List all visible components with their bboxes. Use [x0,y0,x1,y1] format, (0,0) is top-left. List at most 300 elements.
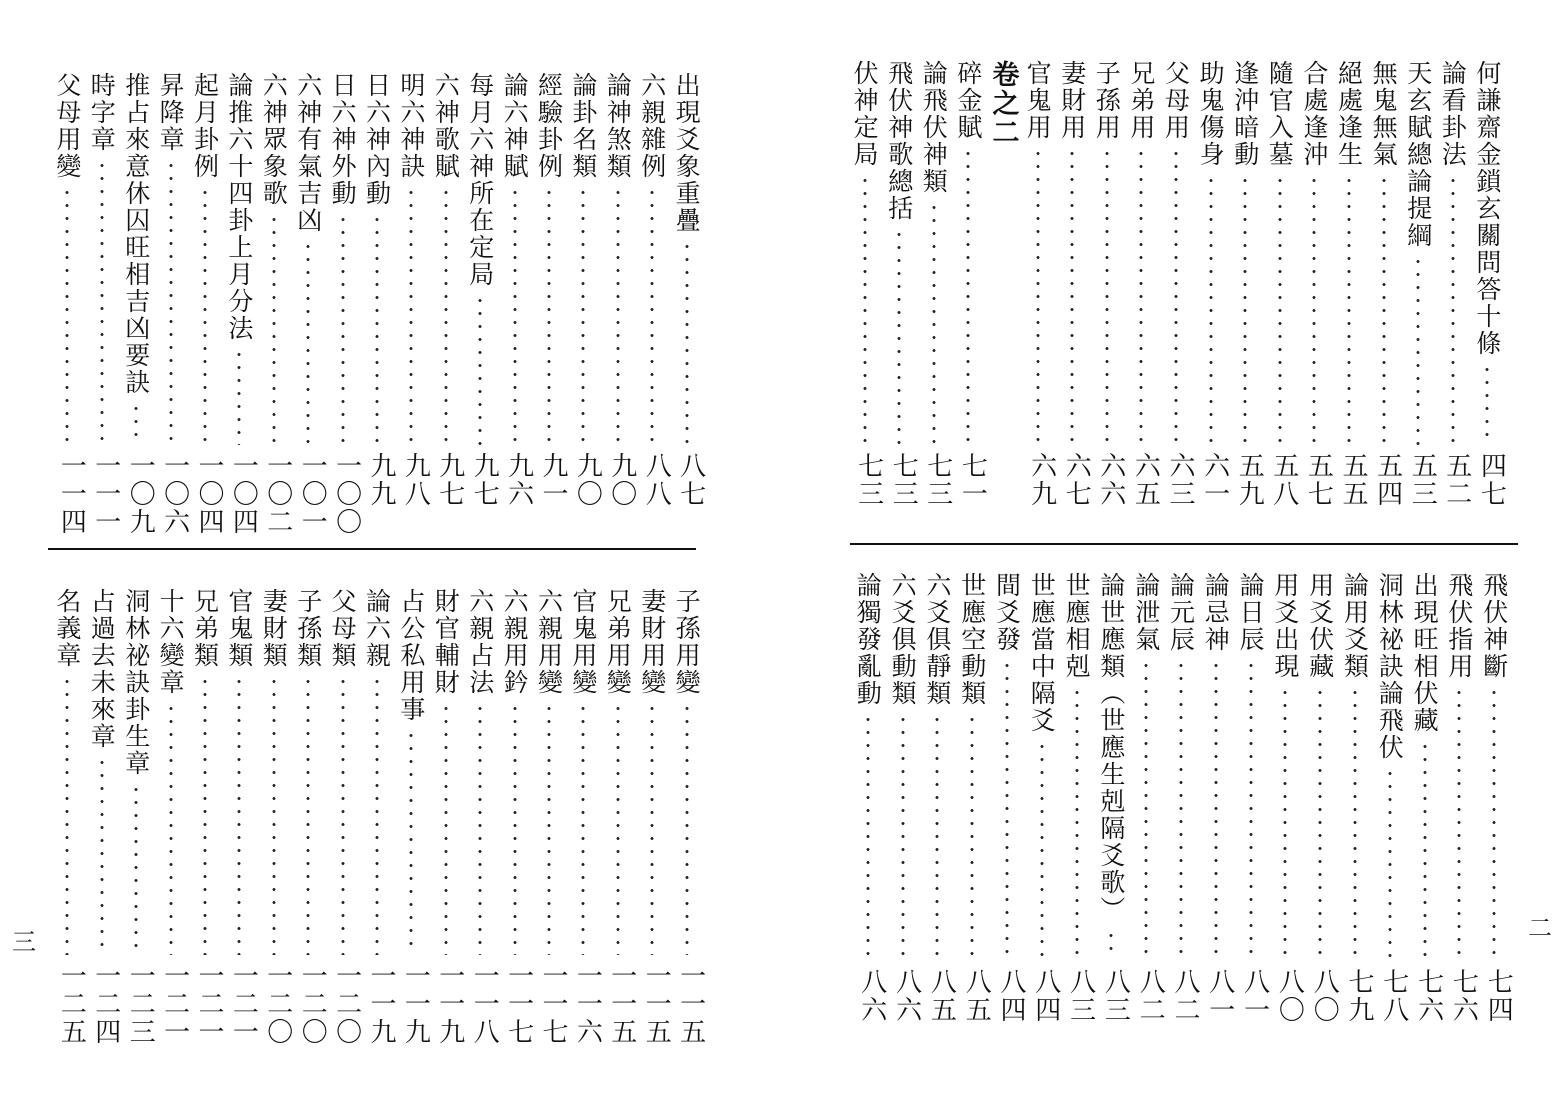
toc-entry-title: 父母用變 [52,72,82,180]
toc-entry [154,588,188,955]
toc-entry-title: 明六神訣 [396,72,426,180]
toc-entry [257,72,291,445]
toc-entry-title: 六親用鈐 [500,588,530,696]
dot-leader [100,159,104,445]
dot-leader [169,159,173,445]
toc-entry [429,72,463,445]
toc-entry-title: 絕處逢生 [1334,60,1364,168]
toc-entry-title: 子孫類 [293,588,323,669]
toc-entry-title: 合處逢沖 [1299,60,1329,168]
toc-entry-title: 占過去未來章 [87,588,117,750]
dot-leader [866,713,870,960]
dot-leader [1075,686,1079,960]
toc-entry-title: 六神眾象歌 [259,72,289,207]
dot-leader [1005,659,1009,960]
toc-entry-page: 一二一 [228,962,259,1046]
toc-entry-page: 一二五 [56,962,87,1046]
dot-leader [616,702,620,955]
dot-leader [1109,929,1113,960]
dot-leader [1283,686,1287,960]
toc-entry [635,72,669,445]
toc-entry-title: 出現爻象重疊 [672,72,702,234]
toc-entry-title: 六親雜例 [637,72,667,180]
toc-entry [85,588,119,955]
dot-leader [935,713,939,960]
toc-entry-title: 論忌神 [1201,572,1231,653]
dot-leader [650,702,654,955]
dot-leader [478,294,482,445]
toc-entry-page: 一〇二 [262,452,293,536]
toc-entry [188,72,222,445]
toc-entry-page: 七一 [957,452,988,508]
dot-leader [1492,686,1496,960]
toc-entry-title: 論神煞類 [603,72,633,180]
toc-entry [1129,572,1163,960]
toc-entry [1159,60,1193,445]
toc-entry-title: 官鬼用變 [568,588,598,696]
toc-entry-title: 每月六神所在定局 [465,72,495,288]
toc-entry-title: 論推六十四卦上月分法 [224,72,254,342]
dot-leader [272,213,276,445]
toc-entry-title: 隨官入墓 [1265,60,1295,168]
dot-leader [375,675,379,955]
dot-leader [306,240,310,445]
toc-entry-page: 一〇六 [159,452,190,536]
toc-entry-title: 兄弟類 [190,588,220,669]
toc-entry-title: 論獨發亂動 [853,572,883,707]
dot-leader [901,713,905,960]
toc-entry-page: 八四 [996,968,1026,1024]
toc-entry-title: 兄弟用變 [603,588,633,696]
toc-entry-page: 九七 [434,452,465,508]
toc-entry-page: 八五 [961,968,992,1024]
dot-leader [237,675,241,955]
toc-entry-page: 一一六 [572,962,603,1046]
toc-entry [1367,60,1401,445]
toc-entry [119,588,153,955]
toc-entry-page: 九〇 [572,452,603,508]
toc-entry [498,588,532,955]
toc-entry-page: 八四 [1030,968,1061,1024]
dot-leader [1278,174,1282,445]
toc-entry [1268,572,1302,960]
toc-entry-page: 七九 [1344,968,1374,1024]
toc-entry-title: 飛伏神歌總括 [884,60,914,222]
toc-entry-page: 一一五 [675,962,706,1046]
toc-entry-title: 無鬼無氣 [1369,60,1399,168]
dot-leader [134,783,138,955]
dot-leader [341,213,345,445]
dot-leader [897,228,901,445]
toc-entry-page: 一二一 [159,962,190,1046]
toc-entry-title: 妻財類 [259,588,289,669]
toc-entry [291,588,325,955]
toc-entry-page: 八八 [641,452,672,508]
volume-heading: 卷之二 [987,60,1019,147]
toc-entry [1021,60,1055,445]
toc-entry [851,572,885,960]
toc-entry-title: 洞林祕訣卦生章 [121,588,151,777]
toc-entry [566,72,600,445]
toc-entry-title: 六親占法 [465,588,495,696]
toc-entry [326,72,360,445]
toc-entry-title: 論飛伏神類 [919,60,949,195]
toc-entry-page: 一〇四 [228,452,259,536]
toc-entry-page: 一二〇 [262,962,293,1046]
toc-entry-page: 九八 [400,452,431,508]
toc-entry [1436,60,1470,445]
toc-entry-page: 五八 [1268,452,1299,508]
dot-leader [650,186,654,445]
toc-entry-page: 八三 [1100,968,1131,1024]
toc-entry [326,588,360,955]
toc-entry [291,72,325,445]
dot-leader [272,675,276,955]
toc-entry [1234,572,1268,960]
toc-entry-title: 論泄氣 [1131,572,1161,653]
toc-entry-title: 兄弟用 [1126,60,1156,141]
toc-entry [601,588,635,955]
toc-entry [360,588,394,955]
toc-entry-page: 一二〇 [297,962,328,1046]
section-divider [850,543,1518,545]
toc-entry [257,588,291,955]
toc-entry-title: 官鬼用 [1023,60,1053,141]
toc-entry [882,60,916,445]
toc-entry-title: 飛伏指用 [1444,572,1474,680]
toc-entry-page: 一〇〇 [331,452,362,536]
dot-leader [65,186,69,445]
toc-entry-page: 八〇 [1309,968,1340,1024]
toc-entry-page: 七三 [922,452,953,508]
dot-leader [1382,174,1386,445]
toc-entry-page: 一一七 [538,962,568,1046]
toc-entry [1442,572,1476,960]
section-divider [48,548,696,550]
toc-entry-title: 財官輔財 [431,588,461,696]
toc-entry-title: 十六變章 [156,588,186,696]
dot-leader [966,147,970,445]
dot-leader [1070,147,1074,445]
toc-entry [1408,572,1442,960]
dot-leader [409,186,413,445]
toc-entry-page: 六六 [1095,452,1126,508]
toc-entry [1263,60,1297,445]
toc-entry-title: 子孫用 [1092,60,1122,141]
right-page [800,0,1568,1099]
toc-entry [886,572,920,960]
toc-entry-page: 七四 [1483,968,1514,1024]
toc-entry [670,72,704,445]
toc-entry [635,588,669,955]
dot-leader [1209,174,1213,445]
toc-entry [429,588,463,955]
dot-leader [685,240,689,445]
toc-entry-page: 五三 [1407,452,1438,508]
dot-leader [1214,659,1218,960]
toc-entry-title: 間爻發 [992,572,1022,653]
toc-entry-page: 八一 [1204,968,1235,1024]
toc-entry-title: 世應空動類 [957,572,987,707]
toc-entry-title: 推占來意休囚旺相吉凶要訣 [121,72,151,396]
toc-entry [1297,60,1331,445]
toc-entry-page: 八一 [1239,968,1270,1024]
toc-entry-page: 六一 [1199,452,1230,508]
toc-entry-page: 七六 [1448,968,1479,1024]
toc-entry [1401,60,1435,445]
toc-entry [394,72,428,445]
toc-entry [119,72,153,445]
dot-leader [237,348,241,445]
toc-entry-title: 碎金賦 [953,60,983,141]
page-number: 三 [12,928,36,956]
toc-entry-page: 八五 [926,968,957,1024]
dot-leader [375,213,379,445]
toc-entry-title: 六神有氣吉凶 [293,72,323,234]
toc-entry-title: 論用爻類 [1340,572,1370,680]
dot-leader [1423,740,1427,960]
toc-entry [1228,60,1262,445]
dot-leader [1388,767,1392,960]
dot-leader [581,702,585,955]
toc-entry-title: 子孫用變 [672,588,702,696]
dot-leader [1318,686,1322,960]
toc-entry [50,72,84,445]
toc-entry-page: 六九 [1026,452,1057,508]
toc-entry-title: 論六親 [362,588,392,669]
toc-entry-title: 父母類 [328,588,358,669]
toc-entry-title: 時字章 [87,72,117,153]
toc-entry [1199,572,1233,960]
toc-entry [498,72,532,445]
toc-entry [1470,60,1504,445]
toc-entry [917,60,951,445]
dot-leader [581,186,585,445]
toc-entry-title: 出現旺相伏藏 [1410,572,1440,734]
toc-entry-title: 用爻出現 [1270,572,1300,680]
toc-entry-page: 一一五 [606,962,637,1046]
dot-leader [1179,659,1183,960]
toc-entry-page: 一一五 [641,962,672,1046]
toc-entry-page: 八六 [891,968,922,1024]
dot-leader [547,702,551,955]
toc-entry-title: 世應當中隔爻 [1027,572,1057,734]
toc-entry-title: 論日辰 [1236,572,1266,653]
toc-entry-title: 起月卦例 [190,72,220,180]
dot-leader [1139,147,1143,445]
toc-entry [50,588,84,955]
toc-entry [1025,572,1059,960]
toc-entry [188,588,222,955]
dot-leader [685,702,689,955]
dot-leader [1243,174,1247,445]
toc-entry [532,72,566,445]
toc-entry-page: 七三 [853,452,884,508]
toc-entry-page: 九一 [538,452,568,508]
toc-entry [848,60,882,445]
toc-entry-page: 七八 [1378,968,1409,1024]
toc-entry-page: 一〇一 [297,452,328,536]
toc-entry-page: 九七 [469,452,500,508]
toc-entry-page: 六七 [1061,452,1092,508]
toc-entry-title: 六親用變 [534,588,564,696]
toc-entry-page: 七六 [1413,968,1444,1024]
toc-entry-page: 一一四 [56,452,87,536]
toc-entry [360,72,394,445]
dot-leader [444,702,448,955]
toc-entry-page: 一二一 [194,962,224,1046]
toc-entry-title: 伏神定局 [850,60,880,168]
toc-entry-page: 一〇四 [194,452,224,536]
toc-entry-title: 六爻俱動類 [888,572,918,707]
toc-entry-page: 八二 [1135,968,1166,1024]
toc-entry-page: 一二四 [90,962,121,1046]
toc-entry-page: 四七 [1476,452,1507,508]
dot-leader [444,186,448,445]
dot-leader [932,201,936,445]
toc-entry [990,572,1024,960]
toc-entry-page: 一二三 [125,962,156,1046]
toc-entry-page: 五四 [1372,452,1403,508]
toc-entry [1055,60,1089,445]
toc-entry-page: 八〇 [1274,968,1305,1024]
toc-entry-title: 天玄賦總論提綱 [1403,60,1433,249]
toc-entry [154,72,188,445]
dot-leader [1353,686,1357,960]
toc-entry [1477,572,1511,960]
toc-entry [1090,60,1124,445]
dot-leader [863,174,867,445]
toc-entry-title: 昇降章 [156,72,186,153]
toc-entry-title: 世應相剋 [1062,572,1092,680]
toc-entry-title: 妻財用 [1057,60,1087,141]
toc-entry-title: 論卦名類 [568,72,598,180]
page-number: 二 [1528,914,1552,942]
toc-entry-page: 一一七 [503,962,534,1046]
toc-entry [463,72,497,445]
toc-entry-title: 父母用 [1161,60,1191,141]
toc-entry-page: 九六 [503,452,534,508]
dot-leader [100,756,104,955]
toc-entry [601,72,635,445]
dot-leader [169,702,173,955]
toc-entry [920,572,954,960]
toc-entry [85,72,119,445]
toc-entry-title: 官鬼類 [224,588,254,669]
toc-entry-page: 六三 [1165,452,1195,508]
toc-entry-title: 飛伏神斷 [1479,572,1509,680]
left-page [0,0,760,1099]
toc-entry [1094,572,1128,960]
dot-leader [478,702,482,955]
toc-entry-page: 一一八 [469,962,500,1046]
toc-entry-title: 日六神外動 [328,72,358,207]
toc-entry [1332,60,1366,445]
toc-entry-page: 一二〇 [331,962,362,1046]
dot-leader [1144,659,1148,960]
toc-entry-page: 九〇 [606,452,637,508]
toc-entry-title: 論世應類（世應生剋隔爻歌） [1096,572,1126,923]
toc-entry [222,72,256,445]
dot-leader [1416,255,1420,445]
toc-entry-title: 何謙齋金鎖玄關問答十條 [1472,60,1502,357]
toc-entry [986,60,1020,147]
toc-entry-title: 用爻伏藏 [1305,572,1335,680]
toc-entry-page: 一〇九 [125,452,156,536]
dot-leader [513,702,517,955]
toc-entry-title: 洞林祕訣論飛伏 [1375,572,1405,761]
toc-entry-title: 占公私用事 [396,588,426,723]
toc-entry [566,588,600,955]
dot-leader [1036,147,1040,445]
dot-leader [134,402,138,445]
toc-entry-title: 日六神內動 [362,72,392,207]
dot-leader [203,186,207,445]
dot-leader [1485,363,1489,445]
toc-entry [532,588,566,955]
toc-entry [394,588,428,955]
dot-leader [1040,740,1044,960]
toc-entry-title: 名義章 [52,588,82,669]
dot-leader [1105,147,1109,445]
toc-entry-page: 八二 [1170,968,1200,1024]
toc-entry-title: 論看卦法 [1438,60,1468,168]
toc-entry [1124,60,1158,445]
dot-leader [1174,147,1178,445]
toc-entry [951,60,985,445]
toc-entry-page: 八三 [1065,968,1096,1024]
toc-entry [222,588,256,955]
toc-entry [1194,60,1228,445]
toc-entry-page: 五七 [1303,452,1334,508]
toc-entry-page: 五九 [1234,452,1265,508]
dot-leader [1249,659,1253,960]
toc-entry [1164,572,1198,960]
toc-entry-page: 五五 [1338,452,1368,508]
dot-leader [1347,174,1351,445]
toc-entry-page: 六五 [1130,452,1161,508]
toc-entry [955,572,989,960]
dot-leader [1312,174,1316,445]
dot-leader [203,675,207,955]
toc-entry-title: 妻財用變 [637,588,667,696]
toc-entry-page: 一一九 [434,962,465,1046]
dot-leader [616,186,620,445]
toc-entry-page: 一一九 [366,962,396,1046]
toc-entry-page: 一一九 [400,962,431,1046]
toc-entry [1303,572,1337,960]
toc-entry-page: 五二 [1441,452,1472,508]
toc-entry-page: 八六 [856,968,887,1024]
toc-entry-page: 八七 [675,452,706,508]
toc-entry [1060,572,1094,960]
toc-entry-title: 論六神賦 [500,72,530,180]
toc-entry-page: 七三 [888,452,919,508]
dot-leader [970,713,974,960]
toc-entry-title: 六神歌賦 [431,72,461,180]
dot-leader [1457,686,1461,960]
toc-entry-page: 一一一 [90,452,121,536]
toc-entry [1373,572,1407,960]
toc-entry [463,588,497,955]
dot-leader [65,675,69,955]
toc-entry [1338,572,1372,960]
toc-entry [670,588,704,955]
toc-entry-title: 助鬼傷身 [1196,60,1226,168]
dot-leader [341,675,345,955]
toc-entry-title: 逢沖暗動 [1230,60,1260,168]
toc-entry-title: 論元辰 [1166,572,1196,653]
